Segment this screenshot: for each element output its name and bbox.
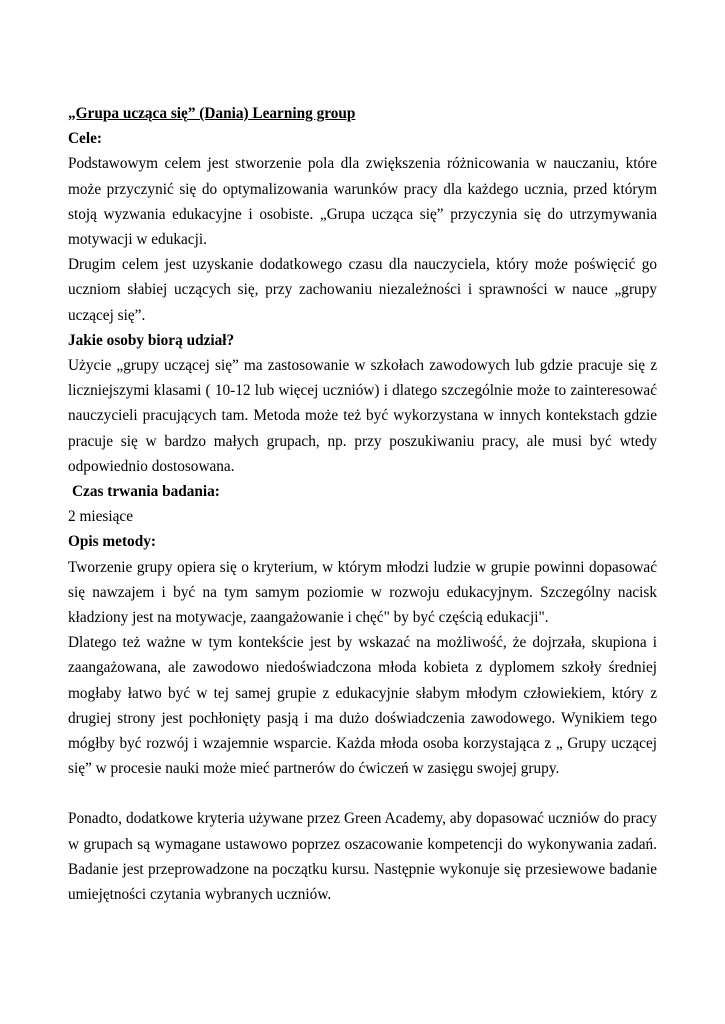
- goals-paragraph-1: Podstawowym celem jest stworzenie pola dla zwiększenia różnicowania w nauczaniu, które może przyczynić się do optymalizowania warunków pracy dla każdego ucznia, przed którym stoją wyzwania edukacyjne i osobiste. „Grupa ucząca się” przyczynia się do utrzymywania motywacji w edukacji.: [68, 155, 657, 249]
- heading-goals: Cele:: [68, 130, 102, 148]
- goals-paragraph-2: Drugim celem jest uzyskanie dodatkowego czasu dla nauczyciela, który może poświęcić go uczniom słabiej uczących się, przy zachowaniu niezależności i sprawności w nauce „grupy uczącej się”.: [68, 256, 657, 324]
- method-paragraph-3: Ponadto, dodatkowe kryteria używane przez Green Academy, aby dopasować uczniów do pracy w grupach są wymagane ustawowo poprzez oszacowanie kompetencji do wykonywania zadań. Badanie jest przeprowadzone na początku kursu. Następnie wykonuje się przesiewowe badanie umiejętności czytania wybranych uczniów.: [68, 810, 657, 904]
- method-paragraph-1: Tworzenie grupy opiera się o kryterium, w którym młodzi ludzie w grupie powinni dopasować się nawzajem i być na tym samym poziomie w rozwoju edukacyjnym. Szczególny nacisk kładziony jest na motywacje, zaangażowanie i chęć" by być częścią edukacji".: [68, 558, 657, 627]
- heading-method: Opis metody:: [68, 533, 156, 551]
- paragraph-spacer: [68, 781, 657, 806]
- heading-duration: Czas trwania badania:: [72, 483, 220, 501]
- duration-paragraph: 2 miesiące: [68, 508, 133, 526]
- document-title: „Grupa ucząca się” (Dania) Learning group: [68, 105, 356, 122]
- heading-participants: Jakie osoby biorą udział?: [68, 331, 235, 349]
- method-paragraph-2: Dlatego też ważne w tym kontekście jest by wskazać na możliwość, że dojrzała, skupiona i zaangażowana, ale zawodowo niedoświadczona młoda kobieta z dyplomem szkoły średniej mogłaby łatwo być w tej samej grupie z edukacyjnie słabym młodym człowiekiem, który z drugiej strony jest pochłonięty pasją i ma dużo doświadczenia zawodowego. Wynikiem tego mógłby być rozwój i wzajemnie wsparcie. Każda młoda osoba korzystająca z „ Grupy uczącej się” w procesie nauki może mieć partnerów do ćwiczeń w zasięgu swojej grupy.: [68, 634, 657, 778]
- document-page: [68, 101, 657, 907]
- participants-paragraph: Użycie „grupy uczącej się” ma zastosowanie w szkołach zawodowych lub gdzie pracuje się z liczniejszymi klasami ( 10-12 lub więcej uczniów) i dlatego szczególnie może to zainteresować nauczycieli pracujących tam. Metoda może też być wykorzystana w innych kontekstach gdzie pracuje się w bardzo małych grupach, np. przy poszukiwaniu pracy, ale musi być wtedy odpowiednio dostosowana.: [68, 357, 657, 475]
